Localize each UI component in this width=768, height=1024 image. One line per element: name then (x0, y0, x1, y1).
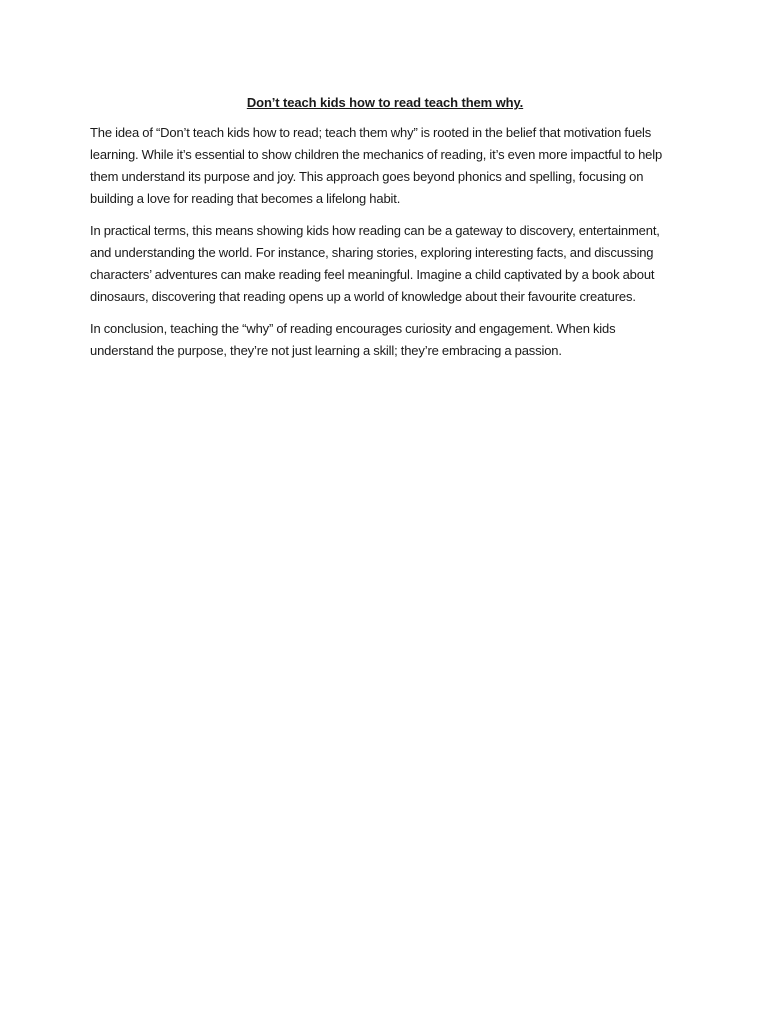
paragraph-introduction: The idea of “Don’t teach kids how to read; teach them why” is rooted in the belief that motivation fuels learning. While it’s essential to show children the mechanics of reading, it’s even more impactful to help them understand its purpose and joy. This approach goes beyond phonics and spelling, focusing on building a love for reading that becomes a lifelong habit. (90, 125, 663, 206)
document-title: Don’t teach kids how to read teach them why. (246, 95, 524, 110)
paragraph-practical-terms: In practical terms, this means showing kids how reading can be a gateway to discovery, entertainment, and understanding the world. For instance, sharing stories, exploring interesting facts, and discussing characters’ adventures can make reading feel meaningful. Imagine a child captivated by a book about dinosaurs, discovering that reading opens up a world of knowledge about their favourite creatures. (90, 223, 660, 304)
paragraph-conclusion: In conclusion, teaching the “why” of reading encourages curiosity and engagement. When kids understand the purpose, they’re not just learning a skill; they’re embracing a passion. (90, 321, 616, 358)
document-body (90, 94, 680, 372)
